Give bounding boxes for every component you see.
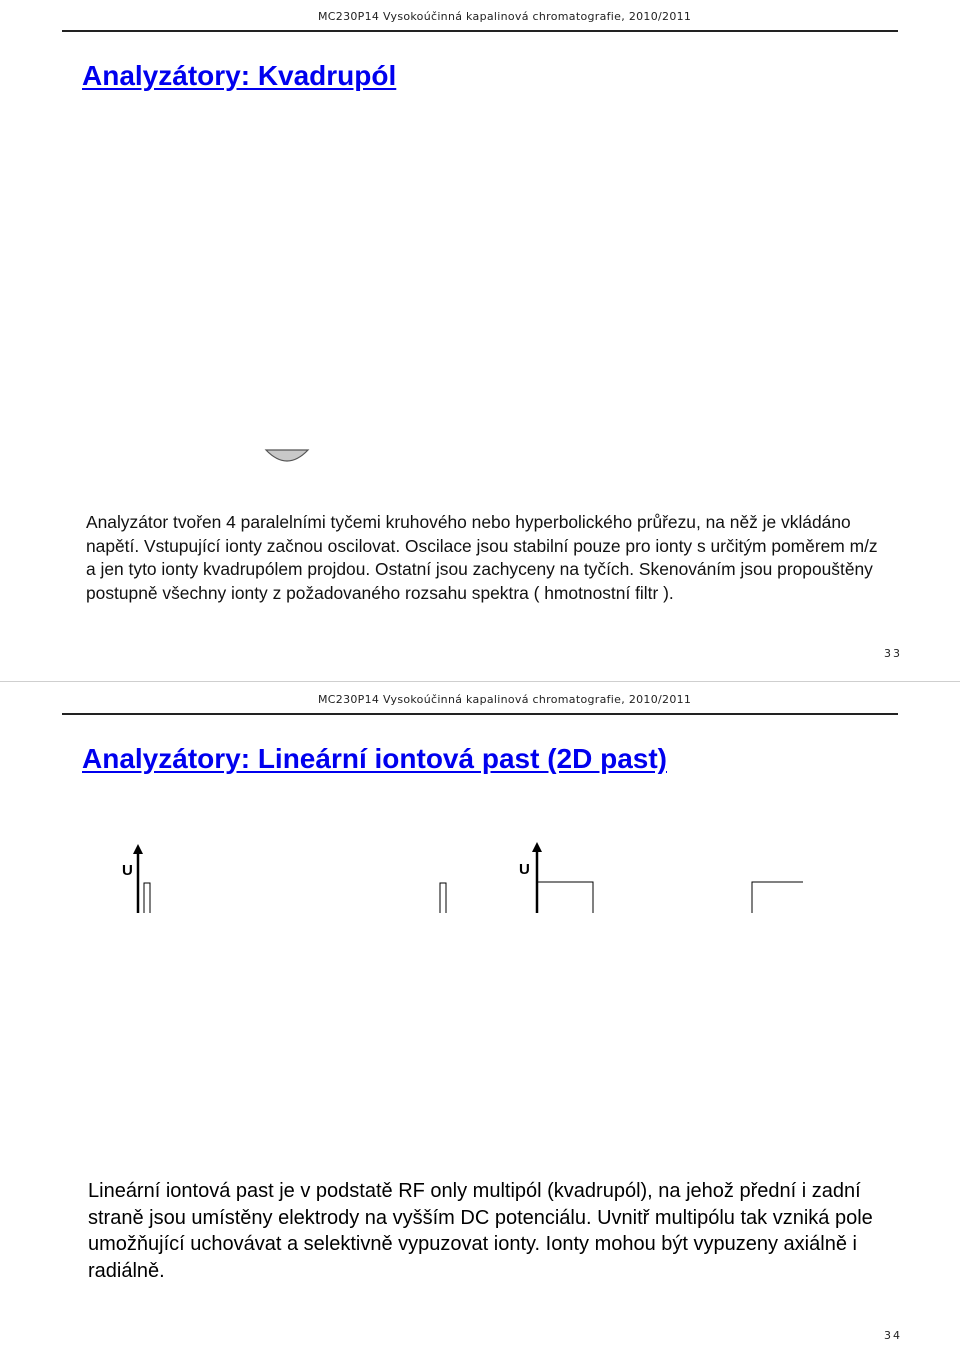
voltage-label-left: U [122,862,133,879]
rod-cross-section [266,450,308,461]
slide-body-text: Analyzátor tvořen 4 paralelními tyčemi kruhového nebo hyperbolického průřezu, na něž je vkládáno napětí. Vstupující ionty začnou oscilovat. Oscilace jsou stabilní pouze pro ionty s určitým poměrem m/z a jen tyto ionty kvadrupólem projdou. Ostatní jsou zachyceny na tyčích. Skenováním jsou propouštěny postupně všechny ionty z požadovaného rozsahu spektra ( hmotnostní filtr ). [86,512,878,603]
slide-separator [0,681,960,682]
voltage-step-left [144,883,150,913]
page-number: 34 [884,1329,902,1342]
voltage-step-far-right [752,882,803,913]
slide-header: MC230P14 Vysokoúčinná kapalinová chromatografie, 2010/2011 [318,693,692,706]
voltage-step-right [537,882,593,913]
slide-33 [0,0,960,680]
slide-title: Analyzátory: Lineární iontová past (2D past) [82,743,667,774]
header-divider [62,30,898,32]
arrow-up-icon [133,844,143,854]
slide-body-text: Lineární iontová past je v podstatě RF only multipól (kvadrupól), na jehož přední i zadní straně jsou umístěny elektrody na vyšším DC potenciálu. Uvnitř multipólu tak vzniká pole umožňující uchovávat a selektivně vypuzovat ionty. Ionty mohou být vypuzeny axiálně i radiálně. [88,1180,873,1282]
arrow-up-icon [532,842,542,852]
page-number: 33 [884,647,902,660]
slide-34 [0,683,960,1367]
voltage-step-middle [440,883,446,913]
voltage-label-right: U [519,861,530,878]
slide-title: Analyzátory: Kvadrupól [82,60,397,91]
slide-header: MC230P14 Vysokoúčinná kapalinová chromatografie, 2010/2011 [318,10,692,23]
quadrupole-rod-figure [262,448,314,466]
voltage-diagram [0,833,960,923]
header-divider [62,713,898,715]
